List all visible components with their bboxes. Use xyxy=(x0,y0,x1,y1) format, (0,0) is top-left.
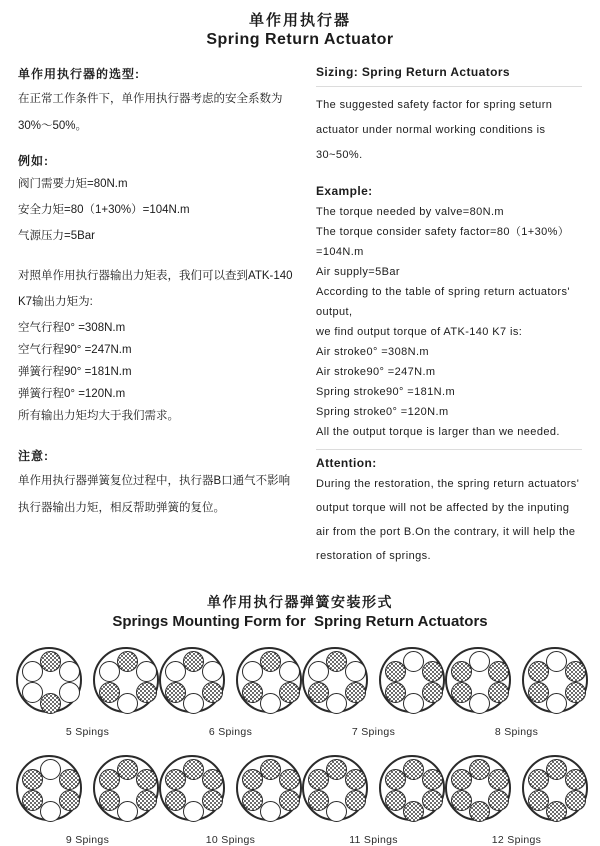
example-line-en: Air stroke90° =247N.m xyxy=(316,366,436,378)
output-list-zh xyxy=(18,317,296,427)
spring-caps xyxy=(16,647,159,713)
empty-hole xyxy=(117,693,138,714)
spring-installed xyxy=(451,682,472,703)
spring-caps xyxy=(302,755,445,821)
spring-installed xyxy=(546,801,567,822)
section-divider xyxy=(316,449,582,450)
english-column xyxy=(296,59,582,568)
spring-count-label: 12 Spings xyxy=(491,834,542,846)
end-cap-diagram xyxy=(236,647,302,713)
spring-installed xyxy=(279,682,300,703)
spring-installed xyxy=(40,693,61,714)
spring-installed xyxy=(422,661,443,682)
spring-installed xyxy=(99,790,120,811)
empty-hole xyxy=(22,661,43,682)
spring-installed xyxy=(422,790,443,811)
spring-installed xyxy=(403,801,424,822)
example-line-zh: 安全力矩=80（1+30%）=104N.m xyxy=(18,204,190,216)
sizing-heading-en: Sizing: Spring Return Actuators xyxy=(316,65,510,79)
spring-installed xyxy=(469,801,490,822)
spring-installed xyxy=(565,682,586,703)
output-line-zh: 弹簧行程90° =181N.m xyxy=(18,366,132,378)
content-columns xyxy=(0,59,600,568)
spring-installed xyxy=(165,790,186,811)
spring-installed xyxy=(528,790,549,811)
spring-installed xyxy=(136,790,157,811)
spring-installed xyxy=(308,769,329,790)
spring-installed xyxy=(385,682,406,703)
example-line-en: All the output torque is larger than we needed. xyxy=(316,426,560,438)
output-line-zh: 空气行程0° =308N.m xyxy=(18,322,126,334)
spring-installed xyxy=(242,769,263,790)
spring-mounting-group xyxy=(159,647,302,738)
empty-hole xyxy=(242,661,263,682)
attention-heading-zh: 注意: xyxy=(18,449,49,463)
spring-mounting-group xyxy=(16,647,159,738)
spring-installed xyxy=(117,651,138,672)
empty-hole xyxy=(546,651,567,672)
spring-count-label: 9 Spings xyxy=(65,834,110,846)
output-line-zh: 弹簧行程0° =120N.m xyxy=(18,388,126,400)
selection-heading-zh: 单作用执行器的选型: xyxy=(18,67,140,81)
spring-installed xyxy=(165,769,186,790)
empty-hole xyxy=(40,801,61,822)
end-cap-diagram xyxy=(522,647,588,713)
attention-body-en: During the restoration, the spring return actuators' output torque will not be affected by the inputing air from the port B.On the contrary, it will help the restoration of springs. xyxy=(316,478,580,562)
spring-installed xyxy=(260,651,281,672)
spring-installed xyxy=(385,661,406,682)
empty-hole xyxy=(183,801,204,822)
example-line-en: Spring stroke90° =181N.m xyxy=(316,386,456,398)
spring-mounting-group xyxy=(302,647,445,738)
empty-hole xyxy=(326,801,347,822)
empty-hole xyxy=(279,661,300,682)
springs-section-header xyxy=(0,592,600,630)
end-cap-diagram xyxy=(159,755,225,821)
spring-installed xyxy=(488,769,509,790)
spring-mounting-group xyxy=(159,755,302,846)
springs-heading-zh: 单作用执行器弹簧安装形式 xyxy=(207,594,393,610)
page-title-en: Spring Return Actuator xyxy=(206,31,394,48)
spring-installed xyxy=(385,790,406,811)
spring-installed xyxy=(422,682,443,703)
output-line-zh: 所有输出力矩均大于我们需求。 xyxy=(18,410,179,422)
end-cap-diagram xyxy=(379,755,445,821)
spring-count-label: 10 Spings xyxy=(205,834,256,846)
spring-installed xyxy=(345,769,366,790)
spring-mounting-group xyxy=(445,755,588,846)
spring-installed xyxy=(22,769,43,790)
spring-mounting-group xyxy=(16,755,159,846)
end-cap-diagram xyxy=(236,755,302,821)
spring-installed xyxy=(202,682,223,703)
example-line-en: The torque needed by valve=80N.m xyxy=(316,206,504,218)
end-cap-diagram xyxy=(302,755,368,821)
spring-installed xyxy=(565,769,586,790)
lookup-body-zh: 对照单作用执行器输出力矩表，我们可以查到ATK-140 K7输出力矩为: xyxy=(18,270,293,308)
end-cap-diagram xyxy=(302,647,368,713)
spring-installed xyxy=(528,682,549,703)
springs-row-1 xyxy=(0,647,600,738)
empty-hole xyxy=(403,693,424,714)
spring-installed xyxy=(202,790,223,811)
empty-hole xyxy=(136,661,157,682)
spring-installed xyxy=(345,682,366,703)
example-list-en xyxy=(316,202,582,442)
spring-caps xyxy=(159,647,302,713)
springs-row-2 xyxy=(0,755,600,846)
spring-installed xyxy=(385,769,406,790)
empty-hole xyxy=(469,651,490,672)
spring-installed xyxy=(528,661,549,682)
empty-hole xyxy=(308,661,329,682)
spring-installed xyxy=(451,790,472,811)
end-cap-diagram xyxy=(445,647,511,713)
empty-hole xyxy=(469,693,490,714)
spring-installed xyxy=(488,790,509,811)
example-heading-zh: 例如: xyxy=(18,154,49,168)
spring-installed xyxy=(528,769,549,790)
end-cap-diagram xyxy=(93,647,159,713)
end-cap-diagram xyxy=(93,755,159,821)
springs-heading-en: Springs Mounting Form for Spring Return Actuators xyxy=(112,613,488,630)
spring-installed xyxy=(422,769,443,790)
spring-installed xyxy=(279,769,300,790)
example-line-en: we find output torque of ATK-140 K7 is: xyxy=(316,326,523,338)
spring-installed xyxy=(488,682,509,703)
example-line-zh: 阀门需要力矩=80N.m xyxy=(18,178,128,190)
chinese-column xyxy=(18,59,296,568)
spring-installed xyxy=(242,682,263,703)
spring-caps xyxy=(445,647,588,713)
spring-installed xyxy=(345,790,366,811)
end-cap-diagram xyxy=(522,755,588,821)
example-line-en: The torque consider safety factor=80（1+30%）=104N.m xyxy=(316,226,570,258)
example-line-en: According to the table of spring return actuators' output, xyxy=(316,286,570,318)
attention-body-zh: 单作用执行器弹簧复位过程中，执行器B口通气不影响执行器输出力矩，相反帮助弹簧的复位。 xyxy=(18,475,291,514)
empty-hole xyxy=(165,661,186,682)
empty-hole xyxy=(345,661,366,682)
spring-installed xyxy=(22,790,43,811)
end-cap-diagram xyxy=(379,647,445,713)
example-line-en: Spring stroke0° =120N.m xyxy=(316,406,449,418)
end-cap-diagram xyxy=(16,755,82,821)
example-heading-en: Example: xyxy=(316,184,373,198)
selection-body-zh: 在正常工作条件下，单作用执行器考虑的安全系数为30%～50%。 xyxy=(18,93,283,132)
spring-installed xyxy=(202,769,223,790)
spring-count-label: 7 Spings xyxy=(351,726,396,738)
spring-count-label: 8 Spings xyxy=(494,726,539,738)
spring-caps xyxy=(302,647,445,713)
end-cap-diagram xyxy=(159,647,225,713)
spring-installed xyxy=(165,682,186,703)
empty-hole xyxy=(59,682,80,703)
section-divider xyxy=(316,86,582,87)
spring-caps xyxy=(159,755,302,821)
end-cap-diagram xyxy=(16,647,82,713)
spring-installed xyxy=(183,651,204,672)
empty-hole xyxy=(260,801,281,822)
empty-hole xyxy=(202,661,223,682)
spring-installed xyxy=(451,661,472,682)
spring-installed xyxy=(326,651,347,672)
spring-mounting-group xyxy=(445,647,588,738)
example-line-en: Air stroke0° =308N.m xyxy=(316,346,429,358)
empty-hole xyxy=(117,801,138,822)
spring-installed xyxy=(59,790,80,811)
spring-installed xyxy=(308,682,329,703)
spring-installed xyxy=(136,682,157,703)
spring-installed xyxy=(99,682,120,703)
spring-caps xyxy=(16,755,159,821)
empty-hole xyxy=(183,693,204,714)
empty-hole xyxy=(59,661,80,682)
example-list-zh xyxy=(18,171,296,249)
spring-installed xyxy=(59,769,80,790)
example-line-en: Air supply=5Bar xyxy=(316,266,400,278)
spring-installed xyxy=(99,769,120,790)
spring-count-label: 5 Spings xyxy=(65,726,110,738)
spring-count-label: 11 Spings xyxy=(349,834,398,846)
spring-installed xyxy=(308,790,329,811)
empty-hole xyxy=(260,693,281,714)
empty-hole xyxy=(403,651,424,672)
spring-installed xyxy=(565,661,586,682)
end-cap-diagram xyxy=(445,755,511,821)
spring-installed xyxy=(565,790,586,811)
empty-hole xyxy=(22,682,43,703)
empty-hole xyxy=(99,661,120,682)
spring-installed xyxy=(40,651,61,672)
page-title-zh: 单作用执行器 xyxy=(248,12,351,29)
empty-hole xyxy=(546,693,567,714)
spring-installed xyxy=(279,790,300,811)
spring-mounting-group xyxy=(302,755,445,846)
output-line-zh: 空气行程90° =247N.m xyxy=(18,344,132,356)
spring-installed xyxy=(242,790,263,811)
spring-installed xyxy=(451,769,472,790)
example-line-zh: 气源压力=5Bar xyxy=(18,230,96,242)
attention-heading-en: Attention: xyxy=(316,456,377,470)
spring-installed xyxy=(136,769,157,790)
spring-installed xyxy=(488,661,509,682)
spring-count-label: 6 Spings xyxy=(208,726,253,738)
empty-hole xyxy=(326,693,347,714)
page-header xyxy=(0,0,600,49)
spring-caps xyxy=(445,755,588,821)
sizing-body-en: The suggested safety factor for spring seturn actuator under normal working conditions is 30~50%. xyxy=(316,99,553,161)
